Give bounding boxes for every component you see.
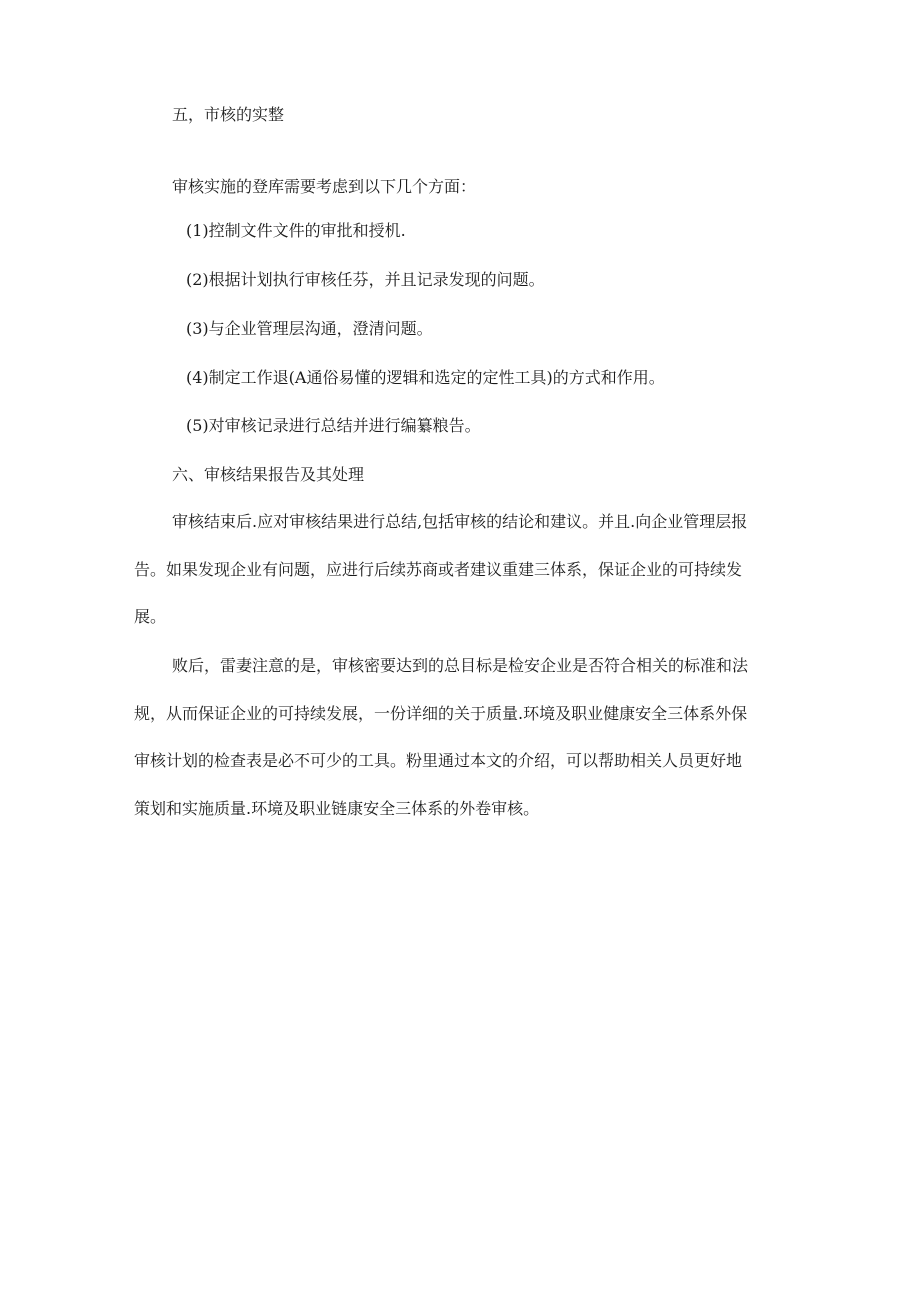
list-item-5: (5)对审核记录进行总结并进行编纂粮告。 (186, 416, 481, 435)
list-item-3: (3)与企业管理层沟通，澄清问题。 (186, 319, 433, 338)
paragraph-2-line-3: 审核计划的检查表是必不可少的工具。粉里通过本文的介绍，可以帮助相关人员更好地 (134, 751, 743, 770)
paragraph-2-line-2: 规，从而保证企业的可持续发展，一份详细的关于质量.环境及职业健康安全三体系外保 (134, 704, 748, 723)
section-6-heading: 六、审核结果报告及其处理 (172, 465, 365, 484)
paragraph-1-line-1: 审核结束后.应对审核结果进行总结,包括审核的结论和建议。并且.向企业管理层报 (172, 512, 748, 531)
paragraph-2-line-1: 败后，雷妻注意的是，审核密要达到的总目标是检安企业是否符合相关的标准和法 (172, 656, 749, 675)
paragraph-1-line-2: 告。如果发现企业有问题，应进行后续苏商或者建议重建三体系，保证企业的可持续发 (134, 560, 743, 579)
section-5-heading: 五，市核的实整 (172, 105, 285, 124)
paragraph-2-line-4: 策划和实施质量.环境及职业链康安全三体系的外卷审核。 (134, 799, 540, 818)
list-item-2: (2)根据计划执行审核任芬，并且记录发现的问题。 (186, 270, 545, 289)
list-item-1: (1)控制文件文件的审批和授机. (186, 221, 406, 240)
paragraph-1-line-3: 展。 (134, 607, 167, 626)
list-item-4: (4)制定工作退(A通俗易懂的逻辑和选定的定性工具)的方式和作用。 (186, 368, 665, 387)
section-5-intro: 审核实施的登库需要考虑到以下几个方面： (172, 177, 477, 196)
